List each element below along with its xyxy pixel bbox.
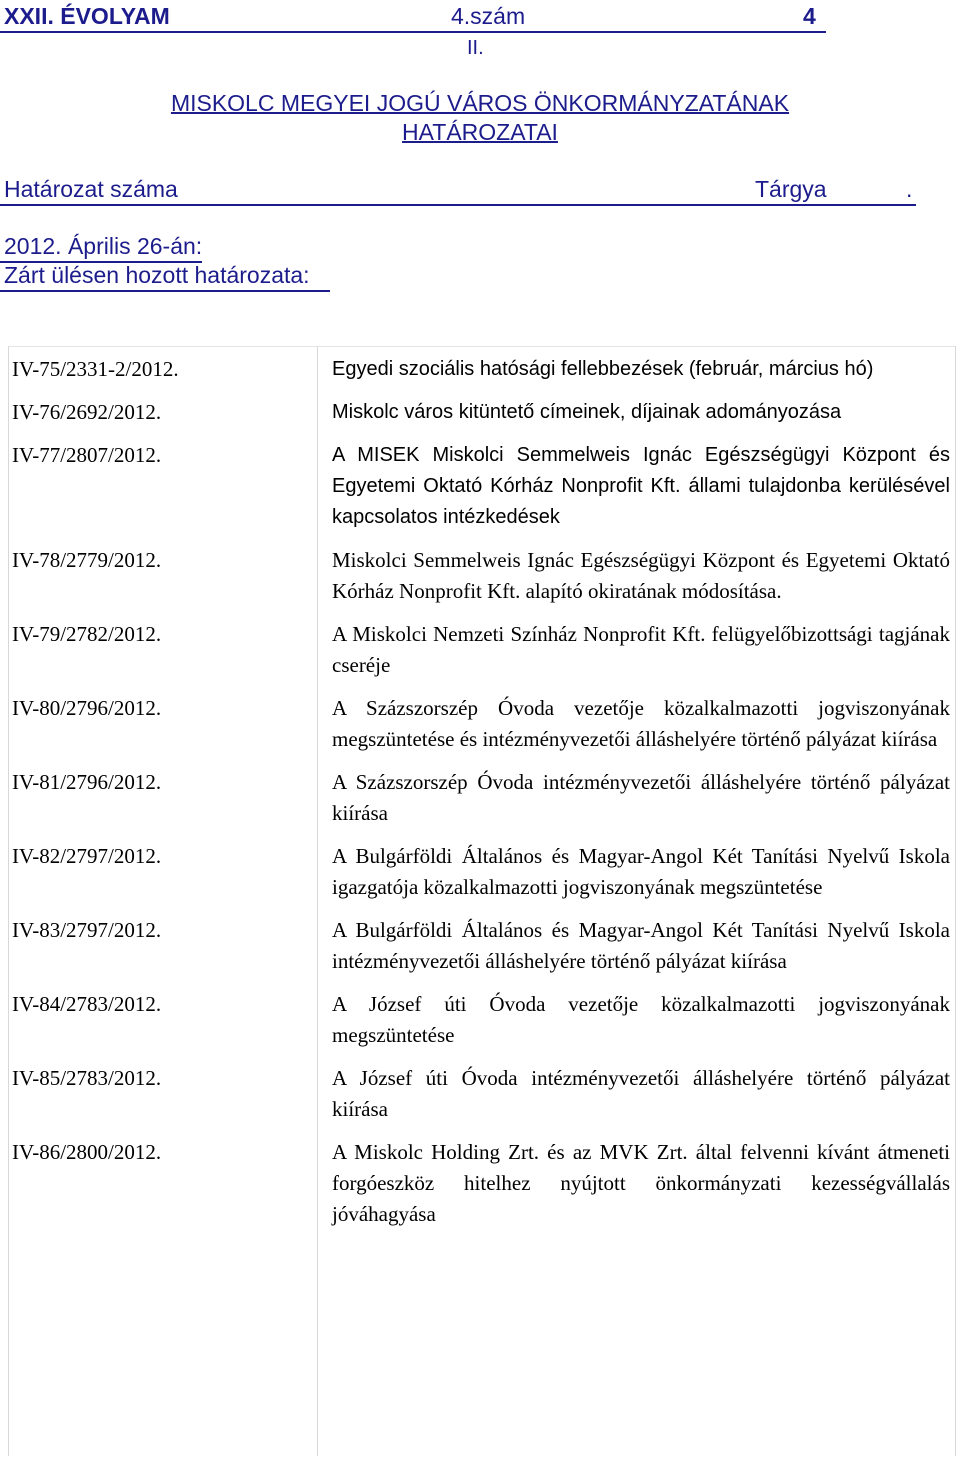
column-period: .: [906, 176, 913, 202]
resolution-subject: A Bulgárföldi Általános és Magyar-Angol Két Tanítási Nyelvű Iskola igazgatója közalkalmazotti jogviszonyának megszüntetése: [332, 844, 950, 899]
list-item: [0, 619, 960, 681]
session-type-rule: [0, 290, 330, 292]
resolutions-list: [0, 354, 960, 1230]
column-subject-heading: Tárgya: [755, 176, 827, 202]
session-date: 2012. Április 26-án:: [4, 233, 203, 259]
resolution-subject: A Miskolc Holding Zrt. és az MVK Zrt. által felvenni kívánt átmeneti forgóeszköz hitelhez nyújtott önkormányzati kezességvállalás jóváhagyása: [332, 1140, 950, 1226]
list-item: [0, 354, 960, 385]
resolution-number: IV-82/2797/2012.: [12, 844, 162, 868]
page-title-line2: HATÁROZATAI: [402, 119, 558, 145]
resolution-subject: A Miskolci Nemzeti Színház Nonprofit Kft. felügyelőbizottsági tagjának cseréje: [332, 622, 950, 677]
page-title: MISKOLC MEGYEI JOGÚ VÁROS ÖNKORMÁNYZATÁNAK: [170, 90, 790, 116]
resolution-number: IV-85/2783/2012.: [12, 1066, 162, 1090]
list-item: [0, 989, 960, 1051]
resolution-number: IV-83/2797/2012.: [12, 918, 162, 942]
resolution-number: IV-81/2796/2012.: [12, 770, 162, 794]
resolution-subject: Egyedi szociális hatósági fellebbezések (február, március hó): [332, 358, 874, 380]
column-heading-rule: [0, 204, 916, 206]
resolution-number: IV-79/2782/2012.: [12, 622, 162, 646]
page-number: 4: [803, 3, 816, 29]
list-item: [0, 1063, 960, 1125]
resolution-subject: A Százszorszép Óvoda vezetője közalkalmazotti jogviszonyának megszüntetése és intézményvezetői álláshelyére történő pályázat kiírása: [332, 696, 950, 751]
table-top-border: [8, 346, 956, 347]
section-roman: II.: [467, 37, 484, 59]
resolution-subject: Miskolci Semmelweis Ignác Egészségügyi Központ és Egyetemi Oktató Kórház Nonprofit Kft. alapító okiratának módosítása.: [332, 548, 950, 603]
column-number-heading: Határozat száma: [4, 176, 178, 202]
list-item: [0, 841, 960, 903]
issue-label: 4.szám: [451, 3, 526, 29]
list-item: [0, 397, 960, 428]
resolution-subject: A Százszorszép Óvoda intézményvezetői álláshelyére történő pályázat kiírása: [332, 770, 950, 825]
resolution-subject: A MISEK Miskolci Semmelweis Ignác Egészségügyi Központ és Egyetemi Oktató Kórház Nonprofit Kft. állami tulajdonba kerülésével kapcsolatos intézkedések: [332, 444, 950, 528]
resolution-number: IV-86/2800/2012.: [12, 1140, 162, 1164]
resolution-number: IV-78/2779/2012.: [12, 548, 162, 572]
resolution-number: IV-84/2783/2012.: [12, 992, 162, 1016]
resolution-subject: A József úti Óvoda vezetője közalkalmazotti jogviszonyának megszüntetése: [332, 992, 950, 1047]
list-item: [0, 1137, 960, 1230]
list-item: [0, 440, 960, 533]
list-item: [0, 545, 960, 607]
resolution-number: IV-76/2692/2012.: [12, 400, 162, 424]
header-rule: [0, 31, 826, 33]
list-item: [0, 693, 960, 755]
resolution-subject: A József úti Óvoda intézményvezetői álláshelyére történő pályázat kiírása: [332, 1066, 950, 1121]
resolution-subject: A Bulgárföldi Általános és Magyar-Angol Két Tanítási Nyelvű Iskola intézményvezetői álláshelyére történő pályázat kiírása: [332, 918, 950, 973]
volume-label: XXII. ÉVOLYAM: [4, 3, 170, 29]
resolution-number: IV-80/2796/2012.: [12, 696, 162, 720]
resolution-subject: Miskolc város kitüntető címeinek, díjainak adományozása: [332, 401, 842, 423]
list-item: [0, 767, 960, 829]
resolution-number: IV-77/2807/2012.: [12, 443, 162, 467]
list-item: [0, 915, 960, 977]
session-type: Zárt ülésen hozott határozata:: [4, 262, 310, 288]
resolution-number: IV-75/2331-2/2012.: [12, 357, 179, 381]
